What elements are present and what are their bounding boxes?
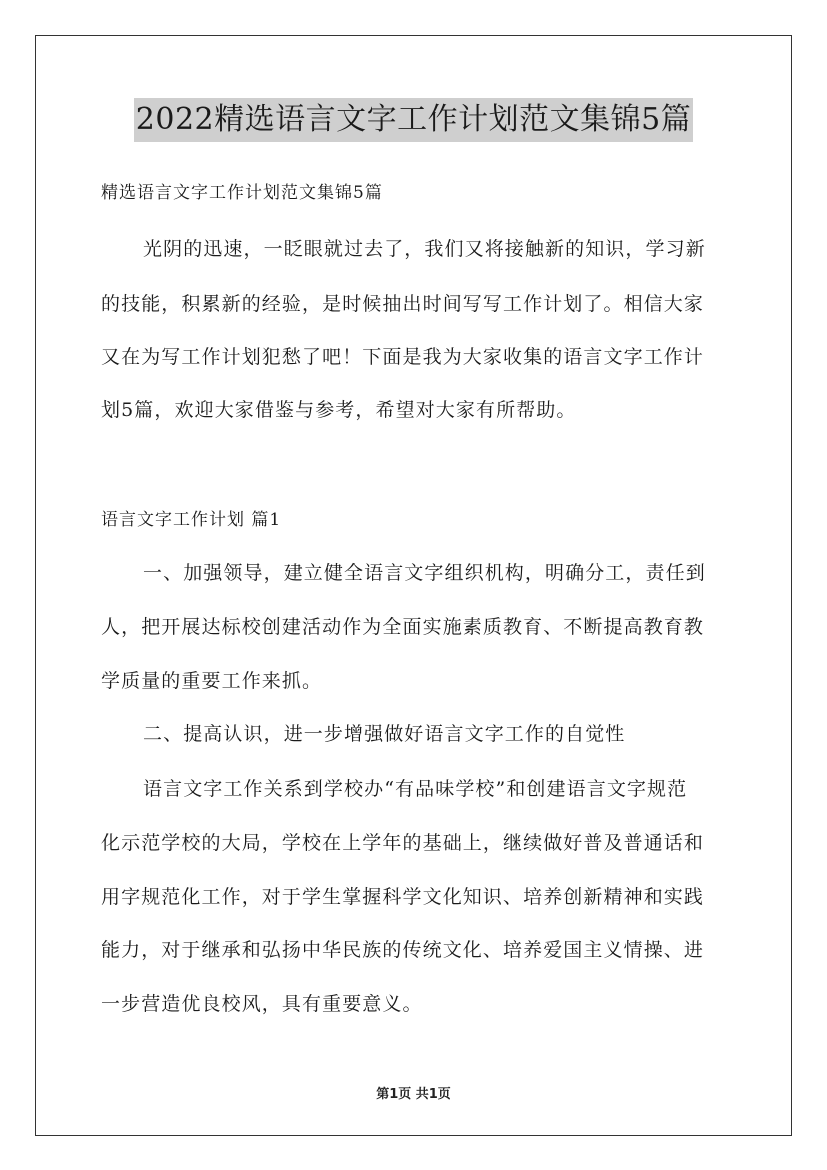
point2-line-3: 用字规范化工作，对于学生掌握科学文化知识、培养创新精神和实践: [101, 886, 705, 908]
document-title-text: 2022精选语言文字工作计划范文集锦5篇: [134, 98, 693, 142]
intro-line-3: 又在为写工作计划犯愁了吧！下面是我为大家收集的语言文字工作计: [101, 346, 705, 368]
point2-line-2: 化示范学校的大局，学校在上学年的基础上，继续做好普及普通话和: [101, 832, 705, 854]
intro-line-4: 划5篇，欢迎大家借鉴与参考，希望对大家有所帮助。: [101, 399, 577, 421]
intro-line-2: 的技能，积累新的经验，是时候抽出时间写写工作计划了。相信大家: [101, 293, 705, 315]
point2-line-1: 语言文字工作关系到学校办“有品味学校”和创建语言文字规范: [143, 778, 688, 800]
point1-line-2: 人，把开展达标校创建活动作为全面实施素质教育、不断提高教育教: [101, 616, 705, 638]
section-heading: 语言文字工作计划 篇1: [101, 510, 282, 530]
point2-heading: 二、提高认识，进一步增强做好语言文字工作的自觉性: [143, 723, 626, 745]
point1-line-1: 一、加强领导，建立健全语言文字组织机构，明确分工，责任到: [143, 562, 706, 584]
point1-line-3: 学质量的重要工作来抓。: [101, 670, 323, 692]
document-title: [0, 98, 827, 142]
document-subtitle: 精选语言文字工作计划范文集锦5篇: [101, 183, 383, 203]
point2-line-5: 一步营造优良校风，具有重要意义。: [101, 993, 423, 1015]
page-footer: 第1页 共1页: [376, 1087, 451, 1102]
point2-line-4: 能力，对于继承和弘扬中华民族的传统文化、培养爱国主义情操、进: [101, 939, 705, 961]
intro-line-1: 光阴的迅速，一眨眼就过去了，我们又将接触新的知识，学习新: [143, 238, 706, 260]
